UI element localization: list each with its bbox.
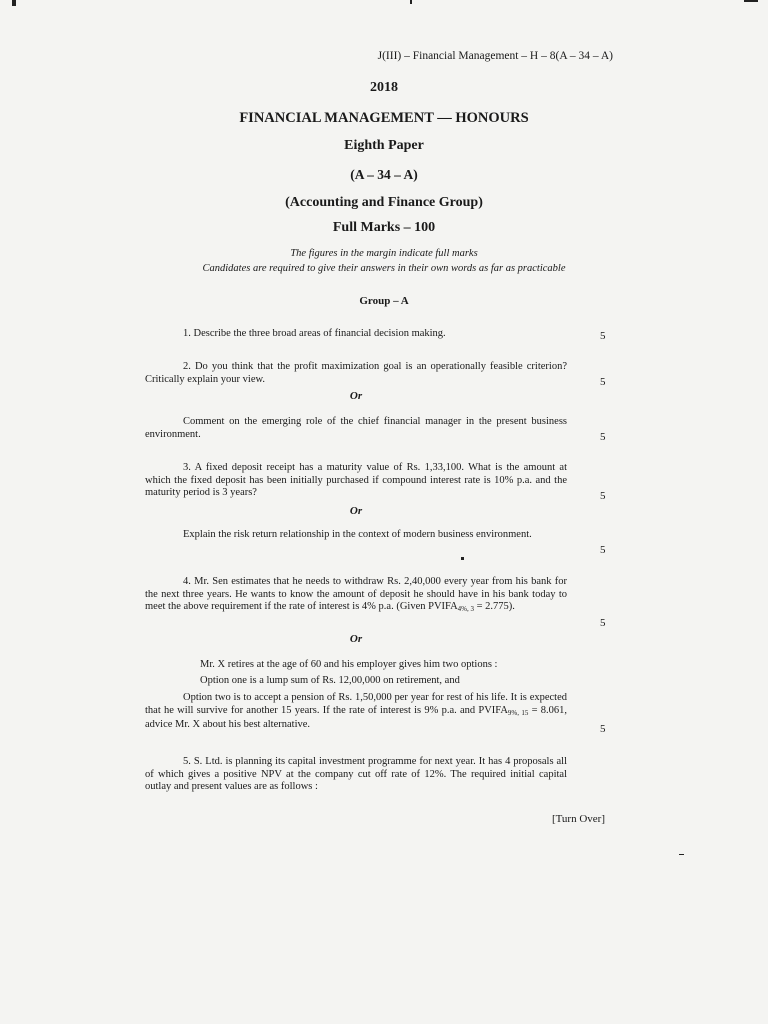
question-4-alternative-intro: Mr. X retires at the age of 60 and his employer gives him two options : <box>200 659 498 670</box>
question-4-alternative-text: Option two is to accept a pension of Rs. 1,50,000 per year for rest of his life. It is expected that he will survive for another 15 years. If the rate of interest is 9% p.a. and PVIFA <box>145 692 567 716</box>
subject-title: FINANCIAL MANAGEMENT — HONOURS <box>239 110 529 126</box>
turn-over-note: [Turn Over] <box>551 813 605 825</box>
question-3-alternative-marks: 5 <box>600 544 606 556</box>
paper-title: Eighth Paper <box>344 138 424 153</box>
question-2-alternative-marks: 5 <box>600 431 606 443</box>
group-name: (Accounting and Finance Group) <box>285 195 483 210</box>
paper-code: J(III) – Financial Management – H – 8(A – 34 – A) <box>377 50 613 62</box>
question-4-subscript: 4%, 3 <box>457 605 475 613</box>
or-label: Or <box>349 505 363 517</box>
scan-speck <box>679 854 684 855</box>
instruction-marks: The figures in the margin indicate full marks <box>290 248 478 259</box>
question-4-text-end: = 2.775). <box>474 601 515 612</box>
section-title: Group – A <box>359 295 409 307</box>
question-4-alternative-marks: 5 <box>600 723 606 735</box>
or-label: Or <box>349 633 363 645</box>
question-3-marks: 5 <box>600 490 606 502</box>
question-4-alternative-subscript: 9%, 15 <box>507 708 529 717</box>
scan-speck <box>744 0 758 2</box>
exam-year: 2018 <box>370 80 398 95</box>
question-4 <box>145 576 567 616</box>
question-4-alternative <box>145 692 567 732</box>
question-4-alternative-text-end: = 8.061, advice Mr. X about his best alternative. <box>145 704 567 730</box>
question-2-alternative: Comment on the emerging role of the chief financial manager in the present business environment. <box>145 416 567 440</box>
question-1-marks: 5 <box>600 330 606 342</box>
scan-speck <box>12 0 16 6</box>
or-label: Or <box>349 390 363 402</box>
scan-speck <box>461 557 464 560</box>
question-2: 2. Do you think that the profit maximization goal is an operationally feasible criterion? Critically explain your view. <box>145 361 567 385</box>
question-4-marks: 5 <box>600 617 606 629</box>
question-1: 1. Describe the three broad areas of financial decision making. <box>183 328 446 339</box>
full-marks: Full Marks – 100 <box>332 220 436 235</box>
question-4-text: 4. Mr. Sen estimates that he needs to withdraw Rs. 2,40,000 every year from his bank for the next three years. He wants to know the amount of deposit he should have in his bank today to meet the above requirement if the rate of interest is 4% p.a. (Given PVIFA <box>145 576 567 612</box>
instruction-answers: Candidates are required to give their answers in their own words as far as practicable <box>202 263 566 274</box>
paper-id: (A – 34 – A) <box>350 167 418 182</box>
scan-speck <box>410 0 412 4</box>
question-4-alternative-option-one: Option one is a lump sum of Rs. 12,00,000 on retirement, and <box>200 675 460 686</box>
question-5: 5. S. Ltd. is planning its capital investment programme for next year. It has 4 proposals all of which gives a positive NPV at the company cut off rate of 12%. The required initial capital outlay and present values are as follows : <box>145 756 567 792</box>
question-2-marks: 5 <box>600 376 606 388</box>
question-3: 3. A fixed deposit receipt has a maturity value of Rs. 1,33,100. What is the amount at which the fixed deposit has been initially purchased if compound interest rate is 10% p.a. and the maturity period is 3 years? <box>145 462 567 498</box>
question-3-alternative: Explain the risk return relationship in the context of modern business environment. <box>183 529 532 540</box>
